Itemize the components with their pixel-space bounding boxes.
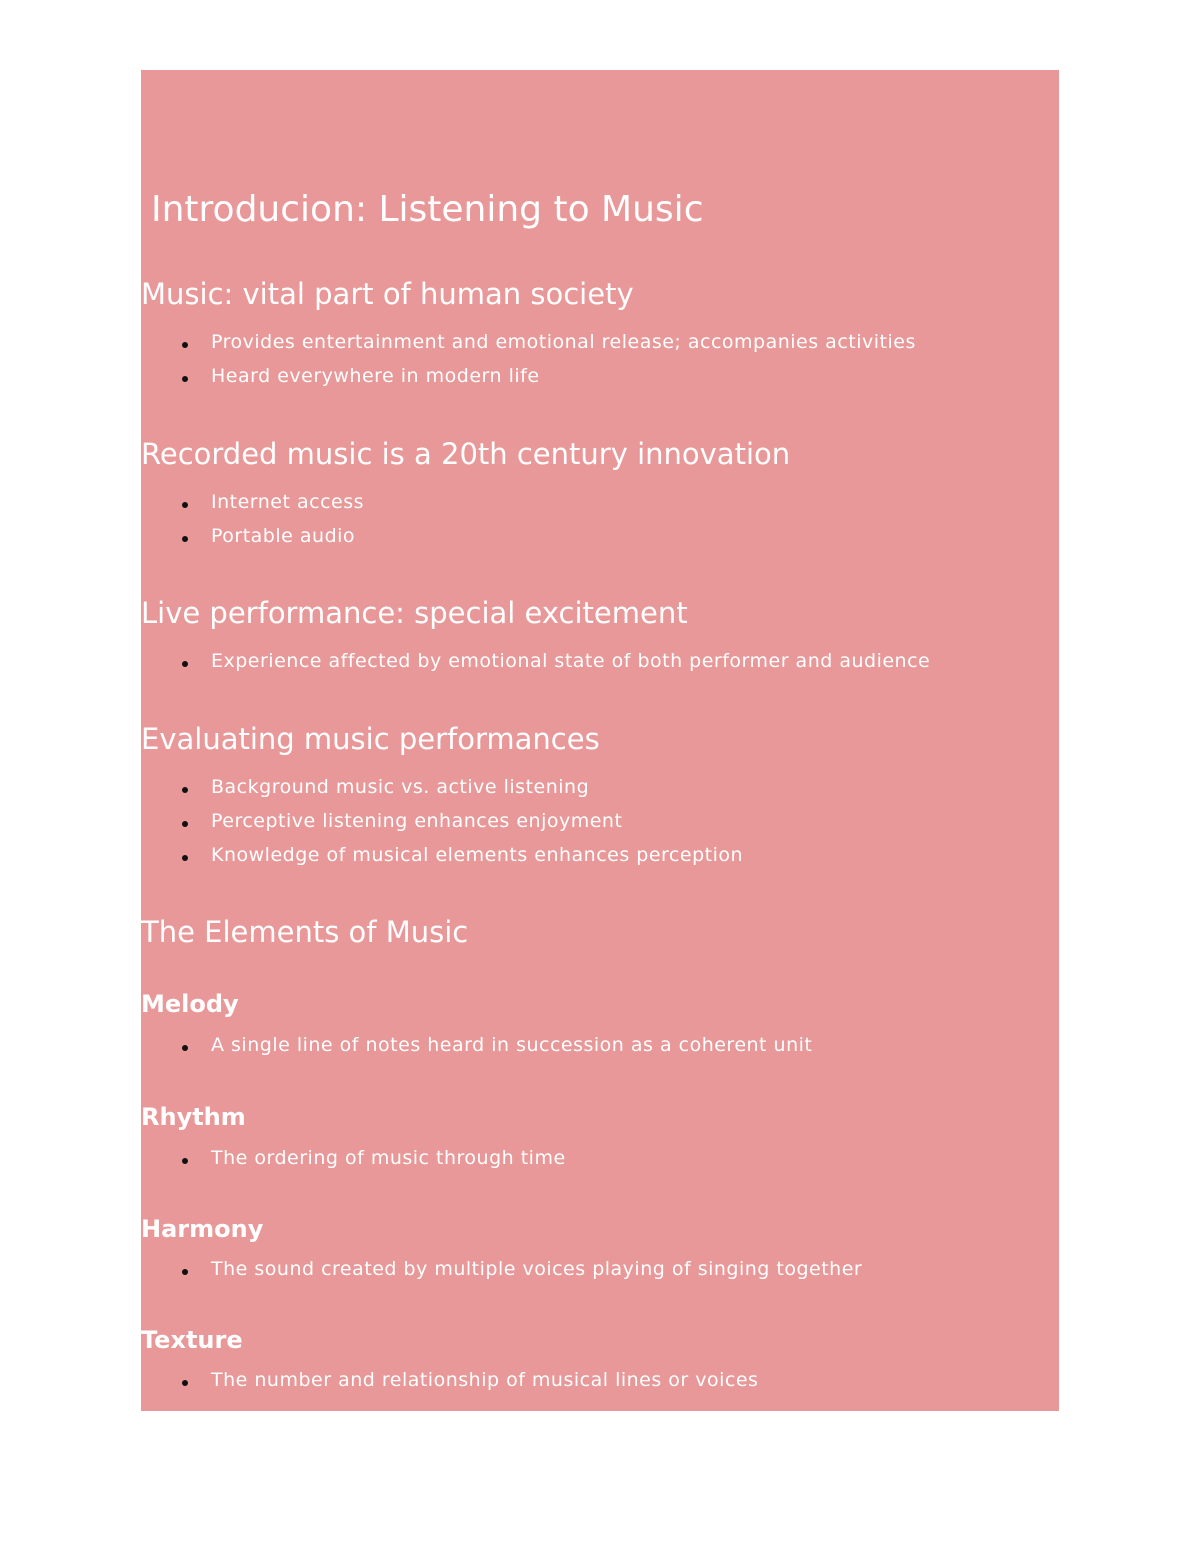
element-heading-harmony: Harmony — [141, 1215, 264, 1243]
list-item: Heard everywhere in modern life — [211, 365, 540, 387]
list-item: Experience affected by emotional state of both performer and audience — [211, 650, 931, 672]
element-heading-rhythm: Rhythm — [141, 1103, 246, 1131]
list-item: Internet access — [211, 491, 365, 513]
list-item: Portable audio — [211, 525, 356, 547]
bullet-icon — [182, 536, 188, 542]
list-item: The number and relationship of musical lines or voices — [211, 1369, 759, 1391]
document-title: Introducion: Listening to Music — [151, 189, 704, 230]
section-heading: Evaluating music performances — [141, 722, 600, 756]
section-heading: Recorded music is a 20th century innovation — [141, 437, 791, 471]
bullet-icon — [182, 376, 188, 382]
bullet-icon — [182, 1045, 188, 1051]
document-panel — [141, 70, 1059, 1411]
list-item: A single line of notes heard in succession as a coherent unit — [211, 1034, 813, 1056]
list-item: Knowledge of musical elements enhances perception — [211, 844, 744, 866]
bullet-icon — [182, 1380, 188, 1386]
bullet-icon — [182, 1269, 188, 1275]
bullet-icon — [182, 502, 188, 508]
list-item: The ordering of music through time — [211, 1147, 566, 1169]
bullet-icon — [182, 1158, 188, 1164]
element-heading-melody: Melody — [141, 990, 239, 1018]
list-item: Perceptive listening enhances enjoyment — [211, 810, 623, 832]
list-item: Background music vs. active listening — [211, 776, 590, 798]
section-heading: Live performance: special excitement — [141, 596, 688, 630]
bullet-icon — [182, 821, 188, 827]
bullet-icon — [182, 661, 188, 667]
bullet-icon — [182, 787, 188, 793]
section-heading: Music: vital part of human society — [141, 277, 634, 311]
bullet-icon — [182, 855, 188, 861]
element-heading-texture: Texture — [141, 1326, 243, 1354]
elements-heading: The Elements of Music — [141, 915, 469, 949]
list-item: The sound created by multiple voices playing of singing together — [211, 1258, 863, 1280]
list-item: Provides entertainment and emotional release; accompanies activities — [211, 331, 916, 353]
bullet-icon — [182, 342, 188, 348]
